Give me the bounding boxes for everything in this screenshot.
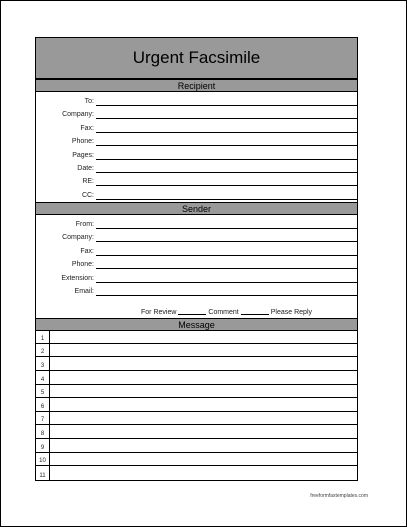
recipient-field-row bbox=[36, 120, 357, 133]
sender-field-label: From: bbox=[75, 221, 94, 228]
recipient-field-row bbox=[36, 106, 357, 119]
message-table bbox=[36, 330, 357, 480]
message-line-number: 2 bbox=[36, 344, 50, 357]
sender-field-label: Fax: bbox=[80, 247, 94, 255]
recipient-field-label: CC: bbox=[81, 191, 94, 199]
message-line-number: 10 bbox=[36, 453, 50, 466]
sender-field-row bbox=[36, 216, 357, 229]
sender-field-label: Phone: bbox=[71, 261, 94, 269]
recipient-field-row bbox=[36, 160, 357, 173]
recipient-field-row bbox=[36, 147, 357, 160]
sender-field-row bbox=[36, 283, 357, 296]
title-band bbox=[36, 38, 357, 79]
message-line[interactable] bbox=[36, 453, 357, 467]
message-line[interactable] bbox=[36, 412, 357, 426]
message-line[interactable] bbox=[36, 371, 357, 385]
recipient-field-row bbox=[36, 187, 357, 200]
status-for-review[interactable] bbox=[141, 309, 208, 316]
recipient-field-label: To: bbox=[84, 98, 94, 105]
message-line-number: 7 bbox=[36, 412, 50, 425]
recipient-field-label: RE: bbox=[82, 178, 94, 186]
sender-field-input-line[interactable] bbox=[96, 295, 357, 296]
recipient-field-row bbox=[36, 173, 357, 186]
message-line[interactable] bbox=[36, 330, 357, 344]
message-line-number: 3 bbox=[36, 357, 50, 370]
message-line[interactable] bbox=[36, 357, 357, 371]
sender-field-row bbox=[36, 229, 357, 242]
recipient-header bbox=[36, 79, 357, 92]
message-line[interactable] bbox=[36, 385, 357, 399]
message-line[interactable] bbox=[36, 344, 357, 358]
message-line-number: 1 bbox=[36, 330, 50, 343]
message-line[interactable] bbox=[36, 466, 357, 480]
recipient-field-row bbox=[36, 93, 357, 106]
sender-field-label: Extension: bbox=[61, 274, 94, 282]
sender-header bbox=[36, 202, 357, 215]
status-please-reply[interactable] bbox=[271, 309, 312, 316]
recipient-field-row bbox=[36, 133, 357, 146]
message-line-number: 11 bbox=[36, 466, 50, 480]
status-please-reply-label: Please Reply bbox=[270, 309, 312, 316]
status-for-review-label: For Review bbox=[141, 309, 177, 316]
recipient-heading: Recipient bbox=[177, 80, 216, 91]
status-comment-blank[interactable] bbox=[241, 314, 269, 315]
recipient-field-label: Fax: bbox=[80, 124, 94, 132]
sender-field-row bbox=[36, 256, 357, 269]
status-for-review-blank[interactable] bbox=[178, 314, 206, 315]
recipient-field-label: Company: bbox=[62, 111, 94, 119]
sender-field-row bbox=[36, 243, 357, 256]
sender-field-label: Company: bbox=[62, 234, 94, 242]
form-title: Urgent Facsimile bbox=[132, 48, 261, 67]
message-line-number: 5 bbox=[36, 385, 50, 398]
fax-form bbox=[35, 37, 358, 481]
recipient-field-label: Pages: bbox=[72, 151, 94, 159]
status-options bbox=[96, 306, 357, 316]
recipient-field-label: Phone: bbox=[71, 138, 94, 146]
message-line[interactable] bbox=[36, 439, 357, 453]
footer-credit: freeformfaxtemplates.com bbox=[310, 493, 368, 499]
message-line[interactable] bbox=[36, 425, 357, 439]
message-line-number: 6 bbox=[36, 398, 50, 411]
message-line[interactable] bbox=[36, 398, 357, 412]
message-line-number: 4 bbox=[36, 371, 50, 384]
message-line-number: 8 bbox=[36, 425, 50, 438]
message-line-number: 9 bbox=[36, 439, 50, 452]
message-heading: Message bbox=[178, 319, 215, 330]
sender-field-row bbox=[36, 270, 357, 283]
status-comment[interactable] bbox=[208, 309, 270, 316]
recipient-field-label: Date: bbox=[77, 165, 94, 172]
recipient-field-input-line[interactable] bbox=[96, 199, 357, 200]
status-comment-label: Comment bbox=[208, 309, 239, 316]
sender-heading: Sender bbox=[181, 203, 212, 214]
sender-field-label: Email: bbox=[74, 288, 94, 295]
